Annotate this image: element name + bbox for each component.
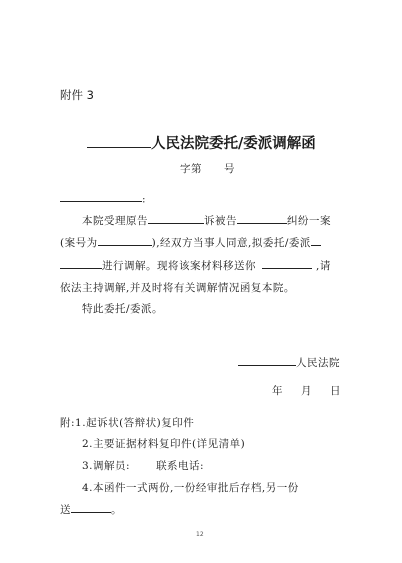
body-text: 本院受理原告 xyxy=(82,215,148,227)
recipient-blank xyxy=(60,192,142,202)
signature-date xyxy=(272,383,341,398)
page-number: 12 xyxy=(196,531,204,538)
document-number xyxy=(180,161,235,176)
salutation-line xyxy=(60,192,146,205)
plaintiff-blank xyxy=(148,214,204,224)
date-day: 日 xyxy=(330,385,341,397)
recipient-blank-2 xyxy=(262,259,312,269)
doc-number-suffix: 号 xyxy=(224,163,235,175)
note-item-4: 4.本函件一式两份,一份经审批后存档,另一份 xyxy=(82,482,299,494)
note-item-3-mediator: 3.调解员: xyxy=(82,460,131,472)
body-text: 纠纷一案 xyxy=(287,215,331,227)
salutation-colon: : xyxy=(142,193,147,206)
mediator-blank-cont xyxy=(60,259,102,269)
body-text: ),经双方当事人同意,拟委托/委派 xyxy=(151,237,311,249)
mediator-blank xyxy=(311,236,321,246)
body-text: ,请 xyxy=(316,260,331,272)
attachment-label: 附件 3 xyxy=(60,88,94,102)
notes-line-4-cont xyxy=(60,502,122,517)
case-number-blank xyxy=(98,236,152,246)
send-to-blank xyxy=(71,503,111,513)
notes-line-3 xyxy=(82,458,204,473)
court-signature-blank xyxy=(238,356,296,366)
title-line xyxy=(87,132,316,153)
document-title: 人民法院委托/委派调解函 xyxy=(151,135,316,152)
date-month: 月 xyxy=(301,385,312,397)
notes-line-1 xyxy=(60,415,194,430)
body-line-4: 依法主持调解,并及时将有关调解情况函复本院。 xyxy=(60,282,295,294)
note-item-3-phone: 联系电话: xyxy=(156,460,205,472)
note-item-1: 1.起诉状(答辩状)复印件 xyxy=(75,417,195,429)
body-text: (案号为 xyxy=(60,237,98,249)
body-text: 进行调解。现将该案材料移送你 xyxy=(102,260,256,272)
body-line-1 xyxy=(82,213,331,228)
note-item-2: 2.主要证据材料复印件(详见清单) xyxy=(82,438,246,450)
notes-lead: 附: xyxy=(60,417,76,429)
court-name-blank xyxy=(87,133,151,148)
date-year: 年 xyxy=(272,385,283,397)
doc-number-prefix: 字第 xyxy=(180,163,202,175)
defendant-blank xyxy=(237,214,287,224)
court-suffix: 人民法院 xyxy=(296,357,340,369)
body-line-5: 特此委托/委派。 xyxy=(82,303,164,315)
court-signature xyxy=(238,355,340,370)
body-line-3 xyxy=(60,258,331,273)
body-text: 诉被告 xyxy=(204,215,237,227)
body-line-2 xyxy=(60,235,321,250)
note-item-4-end: 。 xyxy=(111,504,122,516)
note-item-4-cont: 送 xyxy=(60,504,71,516)
